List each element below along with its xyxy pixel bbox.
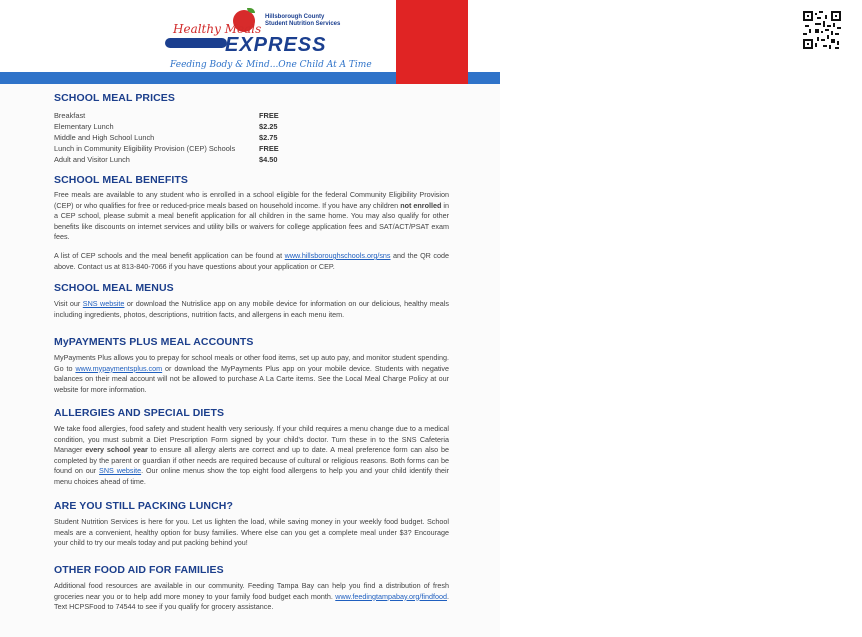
- text: to ensure all allergy alerts are correct and up to date. A meal preference form can also be completed by the parent or guardian if other needs are required because of cultural or religious reasons. Both forms can be found on our: [54, 445, 450, 476]
- feeding-tampa-bay-link[interactable]: www.feedingtampabay.org/findfood: [335, 591, 447, 601]
- text: or download the Nutrislice app on any mobile device for information on our delicious, healthy meals including ingredients, photos, descriptions, nutrition facts, and allergens in each menu item.: [54, 299, 449, 319]
- text: . Text HCPSFood to 74544 to see if you qualify for grocery assistance.: [54, 591, 449, 612]
- price-table: [54, 110, 284, 165]
- healthy-meals-express-logo: [165, 8, 340, 64]
- price-label: Adult and Visitor Lunch: [54, 155, 130, 164]
- logo-county-text: Hillsborough County Student Nutrition Services: [265, 14, 341, 27]
- tagline: Feeding Body & Mind...One Child At A Time: [170, 60, 372, 70]
- packing-heading: ARE YOU STILL PACKING LUNCH?: [54, 500, 233, 512]
- food-aid-paragraph: [54, 581, 449, 613]
- text: We take food allergies, food safety and student health very seriously. If your child requires a menu change due to a medical condition, you must submit a Diet Prescription Form signed by your child's doctor. Turn these in to the SNS Cafeteria Manager: [54, 424, 449, 455]
- section-allergies: [54, 407, 449, 488]
- price-row: [54, 121, 284, 132]
- menus-paragraph: [54, 299, 449, 320]
- price-value: FREE: [259, 111, 279, 120]
- text: or download the MyPayments Plus app on your mobile device. Students with negative balances on their meal account will not be allowed to purchase A La Carte items. See the Local Meal Charge Policy at our website for more information.: [54, 363, 449, 394]
- price-label: Breakfast: [54, 111, 86, 120]
- meal-benefits-heading: SCHOOL MEAL BENEFITS: [54, 174, 189, 186]
- price-label: Middle and High School Lunch: [54, 133, 155, 142]
- price-row: [54, 143, 284, 154]
- price-value: $4.50: [259, 155, 278, 164]
- price-value: FREE: [259, 144, 279, 153]
- section-meal-prices: [54, 92, 449, 164]
- text: Visit our: [54, 299, 83, 308]
- header: [0, 0, 852, 84]
- price-row: [54, 154, 284, 165]
- sns-website-link[interactable]: SNS website: [82, 299, 125, 308]
- qr-cta-link[interactable]: Click here to learn more!: [803, 58, 852, 77]
- fork-graphic: [165, 38, 227, 48]
- text: and the QR code above. Contact us at 813-840-7066 if you have questions about your application or CEP.: [54, 250, 449, 271]
- meal-prices-heading: SCHOOL MEAL PRICES: [54, 92, 176, 104]
- text: Additional food resources are available in our community. Feeding Tampa Bay can help you find a distribution of fresh groceries near you or to help add more money to your family food budget each month.: [54, 581, 449, 601]
- logo-express-text: EXPRESS: [225, 34, 327, 56]
- price-row: [54, 132, 284, 143]
- sns-url-link[interactable]: www.hillsboroughschools.org/sns: [284, 250, 391, 260]
- text: Free meals are available to any student who is enrolled in a school eligible for the federal Community Eligibility Provision (CEP) or who qualifies for free or reduced-price meals based on household income. If you have any children: [54, 190, 449, 210]
- section-meal-benefits: [54, 174, 449, 272]
- qr-code-icon[interactable]: [802, 10, 842, 50]
- text: A list of CEP schools and the meal benefit application can be found at: [54, 250, 285, 260]
- section-food-aid: [54, 564, 449, 613]
- price-label: Lunch in Community Eligibility Provision (CEP) Schools: [54, 144, 236, 153]
- price-value: $2.75: [259, 133, 278, 142]
- price-value: $2.25: [259, 122, 278, 131]
- qr-panel[interactable]: [396, 0, 852, 84]
- text: . Our online menus show the top eight food allergens to help you and your child identify their menu choices ahead of time.: [54, 466, 449, 486]
- meal-menus-heading: SCHOOL MEAL MENUS: [54, 282, 174, 294]
- logo-brand-text: Healthy Meals: [173, 22, 262, 36]
- text-bold: not enrolled: [400, 200, 442, 210]
- price-label: Elementary Lunch: [54, 122, 114, 131]
- section-packing-lunch: [54, 500, 449, 549]
- text: MyPayments Plus allows you to prepay for school meals or other food items, set up auto pay, and monitor student spending. Go to: [54, 353, 449, 373]
- sns-website-link[interactable]: SNS website: [99, 466, 142, 476]
- packing-paragraph: Student Nutrition Services is here for you. Let us lighten the load, while saving money in your weekly food budget. School meals are a convenient, healthy option for busy families. Where else can you get a complete meal under $3? Encourage your child to try our meals today and put packing behind you!: [54, 517, 449, 548]
- benefits-paragraph-2: [54, 251, 449, 272]
- allergies-heading: ALLERGIES AND SPECIAL DIETS: [54, 407, 225, 419]
- section-mypayments: [54, 336, 449, 395]
- mypayments-paragraph: [54, 353, 449, 395]
- price-row: [54, 110, 284, 121]
- text-bold: every school year: [85, 445, 148, 455]
- section-meal-menus: [54, 282, 449, 320]
- benefits-paragraph-1: [54, 190, 449, 243]
- text: in a CEP school, please submit a meal benefit application for all children in the same home. You may also qualify for other benefits like discounts on internet services and utility bills or waivers for college application fees and SAT/ACT/PSAT exam fees.: [54, 200, 449, 242]
- allergies-paragraph: [54, 424, 449, 488]
- mypayments-link[interactable]: www.mypaymentsplus.com: [75, 363, 163, 373]
- mypayments-heading: MyPAYMENTS PLUS MEAL ACCOUNTS: [54, 336, 254, 348]
- food-aid-heading: OTHER FOOD AID FOR FAMILIES: [54, 564, 224, 576]
